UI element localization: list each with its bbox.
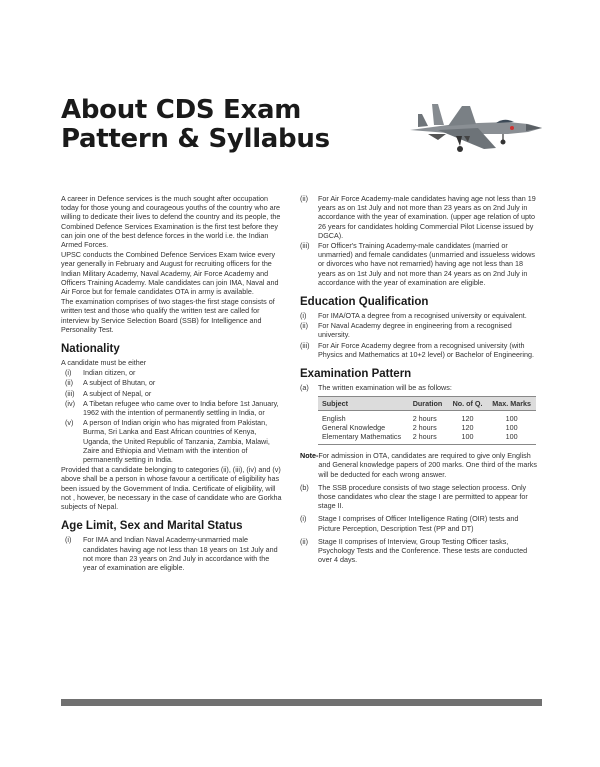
list-item	[61, 368, 283, 377]
table-cell: 100	[448, 432, 488, 445]
item-number: (iii)	[65, 388, 75, 398]
table-cell: 100	[505, 423, 518, 433]
column-header: Max. Marks	[487, 397, 536, 411]
nationality-lead: A candidate must be either	[61, 358, 147, 368]
item-text: A subject of Nepal, or	[83, 388, 152, 398]
item-number: (iv)	[65, 398, 75, 408]
nationality-closing: Provided that a candidate belonging to categories (ii), (iii), (iv) and (v) above shall be a person in whose favour a certificate of eligibility has been issued by the Government of India. Certificate of eligibility, will not , however, be necessary in the case of candidate who are Gorkha subjects of Nepal.	[61, 465, 282, 512]
item-number: (ii)	[300, 194, 308, 203]
exam-table	[318, 396, 536, 445]
item-text: For Naval Academy degree in engineering from a recognised university.	[318, 321, 512, 340]
item-number: (v)	[65, 418, 74, 428]
list-item	[61, 389, 283, 398]
item-text: A Tibetan refugee who came over to India before 1st January, 1962 with the intention of permanently settling in India, or	[83, 398, 279, 418]
item-number: (ii)	[300, 321, 308, 331]
title-line-2: Pattern & Syllabus	[61, 124, 330, 154]
item-number: (i)	[65, 535, 72, 545]
item-number: (a)	[300, 383, 309, 393]
list-item	[61, 399, 283, 417]
list-item	[300, 537, 540, 565]
item-number: (b)	[300, 482, 309, 492]
education-heading: Education Qualification	[300, 296, 429, 309]
list-item	[300, 341, 540, 359]
item-text: For Officer's Training Academy-male candidates (married or unmarried) and female candidates (unmarried and issueless widows or divorces who have not remarried) having age not less than 18 years as on 1st July and not more than 24 years as on 2nd July in accordance with the year of examination are eligible.	[318, 241, 535, 287]
left-column	[61, 194, 283, 573]
item-number: (i)	[300, 311, 307, 321]
intro-paragraph: The examination comprises of two stages-the first stage consists of written test and those who qualify the written test are called for interview by Service Selection Board (SSB) for Intelligence and Personality Test.	[61, 297, 275, 334]
item-number: (ii)	[65, 378, 73, 388]
list-item	[300, 383, 540, 392]
table-cell: 120	[461, 414, 474, 424]
item-number: (ii)	[300, 536, 308, 546]
column-header: Subject	[318, 397, 409, 411]
table-cell: 120	[461, 423, 474, 433]
note-label: Note-	[300, 451, 319, 461]
item-text: Indian citizen, or	[83, 368, 136, 378]
age-list	[61, 535, 283, 572]
item-text: For Air Force Academy degree from a recognised university (with Physics and Mathematics at 10+2 level) or Bachelor of Engineering.	[318, 340, 534, 359]
table-cell: 2 hours	[412, 414, 437, 424]
table-cell: 2 hours	[412, 423, 437, 433]
list-item	[61, 418, 283, 464]
column-header: No. of Q.	[448, 397, 488, 411]
item-number: (i)	[65, 368, 72, 378]
intro-paragraph: A career in Defence services is the much sought after occupation today for those young and courageous youths of the country who are willing to dedicate their lives to defend the country and its people, the Combined Defence Services Examination is the first test before they can join one of the best defence forces in the world i.e. the Indian Armed Forces.	[61, 194, 281, 250]
page-title	[61, 96, 361, 154]
footer-bar	[61, 699, 542, 706]
table-cell: English	[322, 414, 346, 424]
list-item	[300, 514, 540, 532]
note-text: For admission in OTA, candidates are required to give only English and General knowledge papers of 200 marks. One third of the marks will be deducted for each wrong answer.	[318, 451, 537, 479]
item-text: For IMA/OTA a degree from a recognised university or equivalent.	[318, 311, 527, 321]
table-cell: 100	[505, 414, 518, 424]
item-text: For IMA and Indian Naval Academy-unmarried male candidates having age not less than 18 years on 1st July and not more than 23 years on 2nd July in accordance with the year of examination are eligible.	[83, 535, 278, 572]
item-text: Stage II comprises of Interview, Group Testing Officer tasks, Psychology Tests and the Conference. These tests are conducted over 4 days.	[318, 536, 528, 565]
list-item	[61, 535, 283, 572]
item-text: A subject of Bhutan, or	[83, 378, 156, 388]
exam-pattern-heading: Examination Pattern	[300, 368, 412, 381]
list-item	[300, 311, 540, 320]
column-header: Duration	[409, 397, 448, 411]
table-row	[318, 432, 536, 445]
item-number: (i)	[300, 514, 307, 524]
item-text: The written examination will be as follows:	[318, 383, 452, 393]
fighter-jet-image	[408, 92, 546, 156]
table-cell: General Knowledge	[322, 423, 386, 433]
list-item	[300, 194, 540, 240]
title-line-1: About CDS Exam	[61, 95, 301, 125]
age-heading: Age Limit, Sex and Marital Status	[61, 520, 243, 533]
right-column	[300, 194, 540, 565]
note	[300, 451, 540, 479]
table-cell: 2 hours	[409, 432, 448, 445]
item-text: Stage I comprises of Officer Intelligence Rating (OIR) tests and Picture Perception, Description Test (PP and DT)	[318, 514, 519, 533]
list-item	[300, 321, 540, 339]
nationality-list	[61, 368, 283, 464]
table-header-row	[318, 397, 536, 411]
item-text: For Air Force Academy-male candidates having age not less than 19 years as on 1st July and not more than 23 years as on 2nd July in accordance with the year of examination. (upper age relation of upto 26 years for candidates holding Commercial Pilot License issued by DGCA).	[318, 194, 536, 240]
table-row	[318, 423, 536, 432]
table-cell: Elementary Mathematics	[318, 432, 409, 445]
item-text: The SSB procedure consists of two stage selection process. Only those candidates who clear the stage I are permitted to appear for stage II.	[318, 482, 528, 511]
item-number: (iii)	[300, 340, 310, 350]
list-item	[300, 483, 540, 511]
intro-paragraph: UPSC conducts the Combined Defence Services Exam twice every year generally in February and August for recruiting officers for the Indian Military Academy, Naval Academy, Air Force Academy and Officers Training Academy. Male candidates can join IMA, Naval and Air Force but for female candidates OTA in army is available.	[61, 250, 279, 297]
list-item	[300, 241, 540, 287]
item-number: (iii)	[300, 241, 310, 251]
nationality-heading: Nationality	[61, 343, 120, 356]
table-cell: 100	[487, 432, 536, 445]
item-text: A person of Indian origin who has migrated from Pakistan, Burma, Sri Lanka and East African countries of Kenya, Uganda, the United Republic of Tanzania, Zambia, Malawi, Zaire and Ethiopia and Vietnam with the intention of permanently setting in India.	[83, 418, 270, 465]
table-row	[318, 411, 536, 424]
list-item	[61, 378, 283, 387]
